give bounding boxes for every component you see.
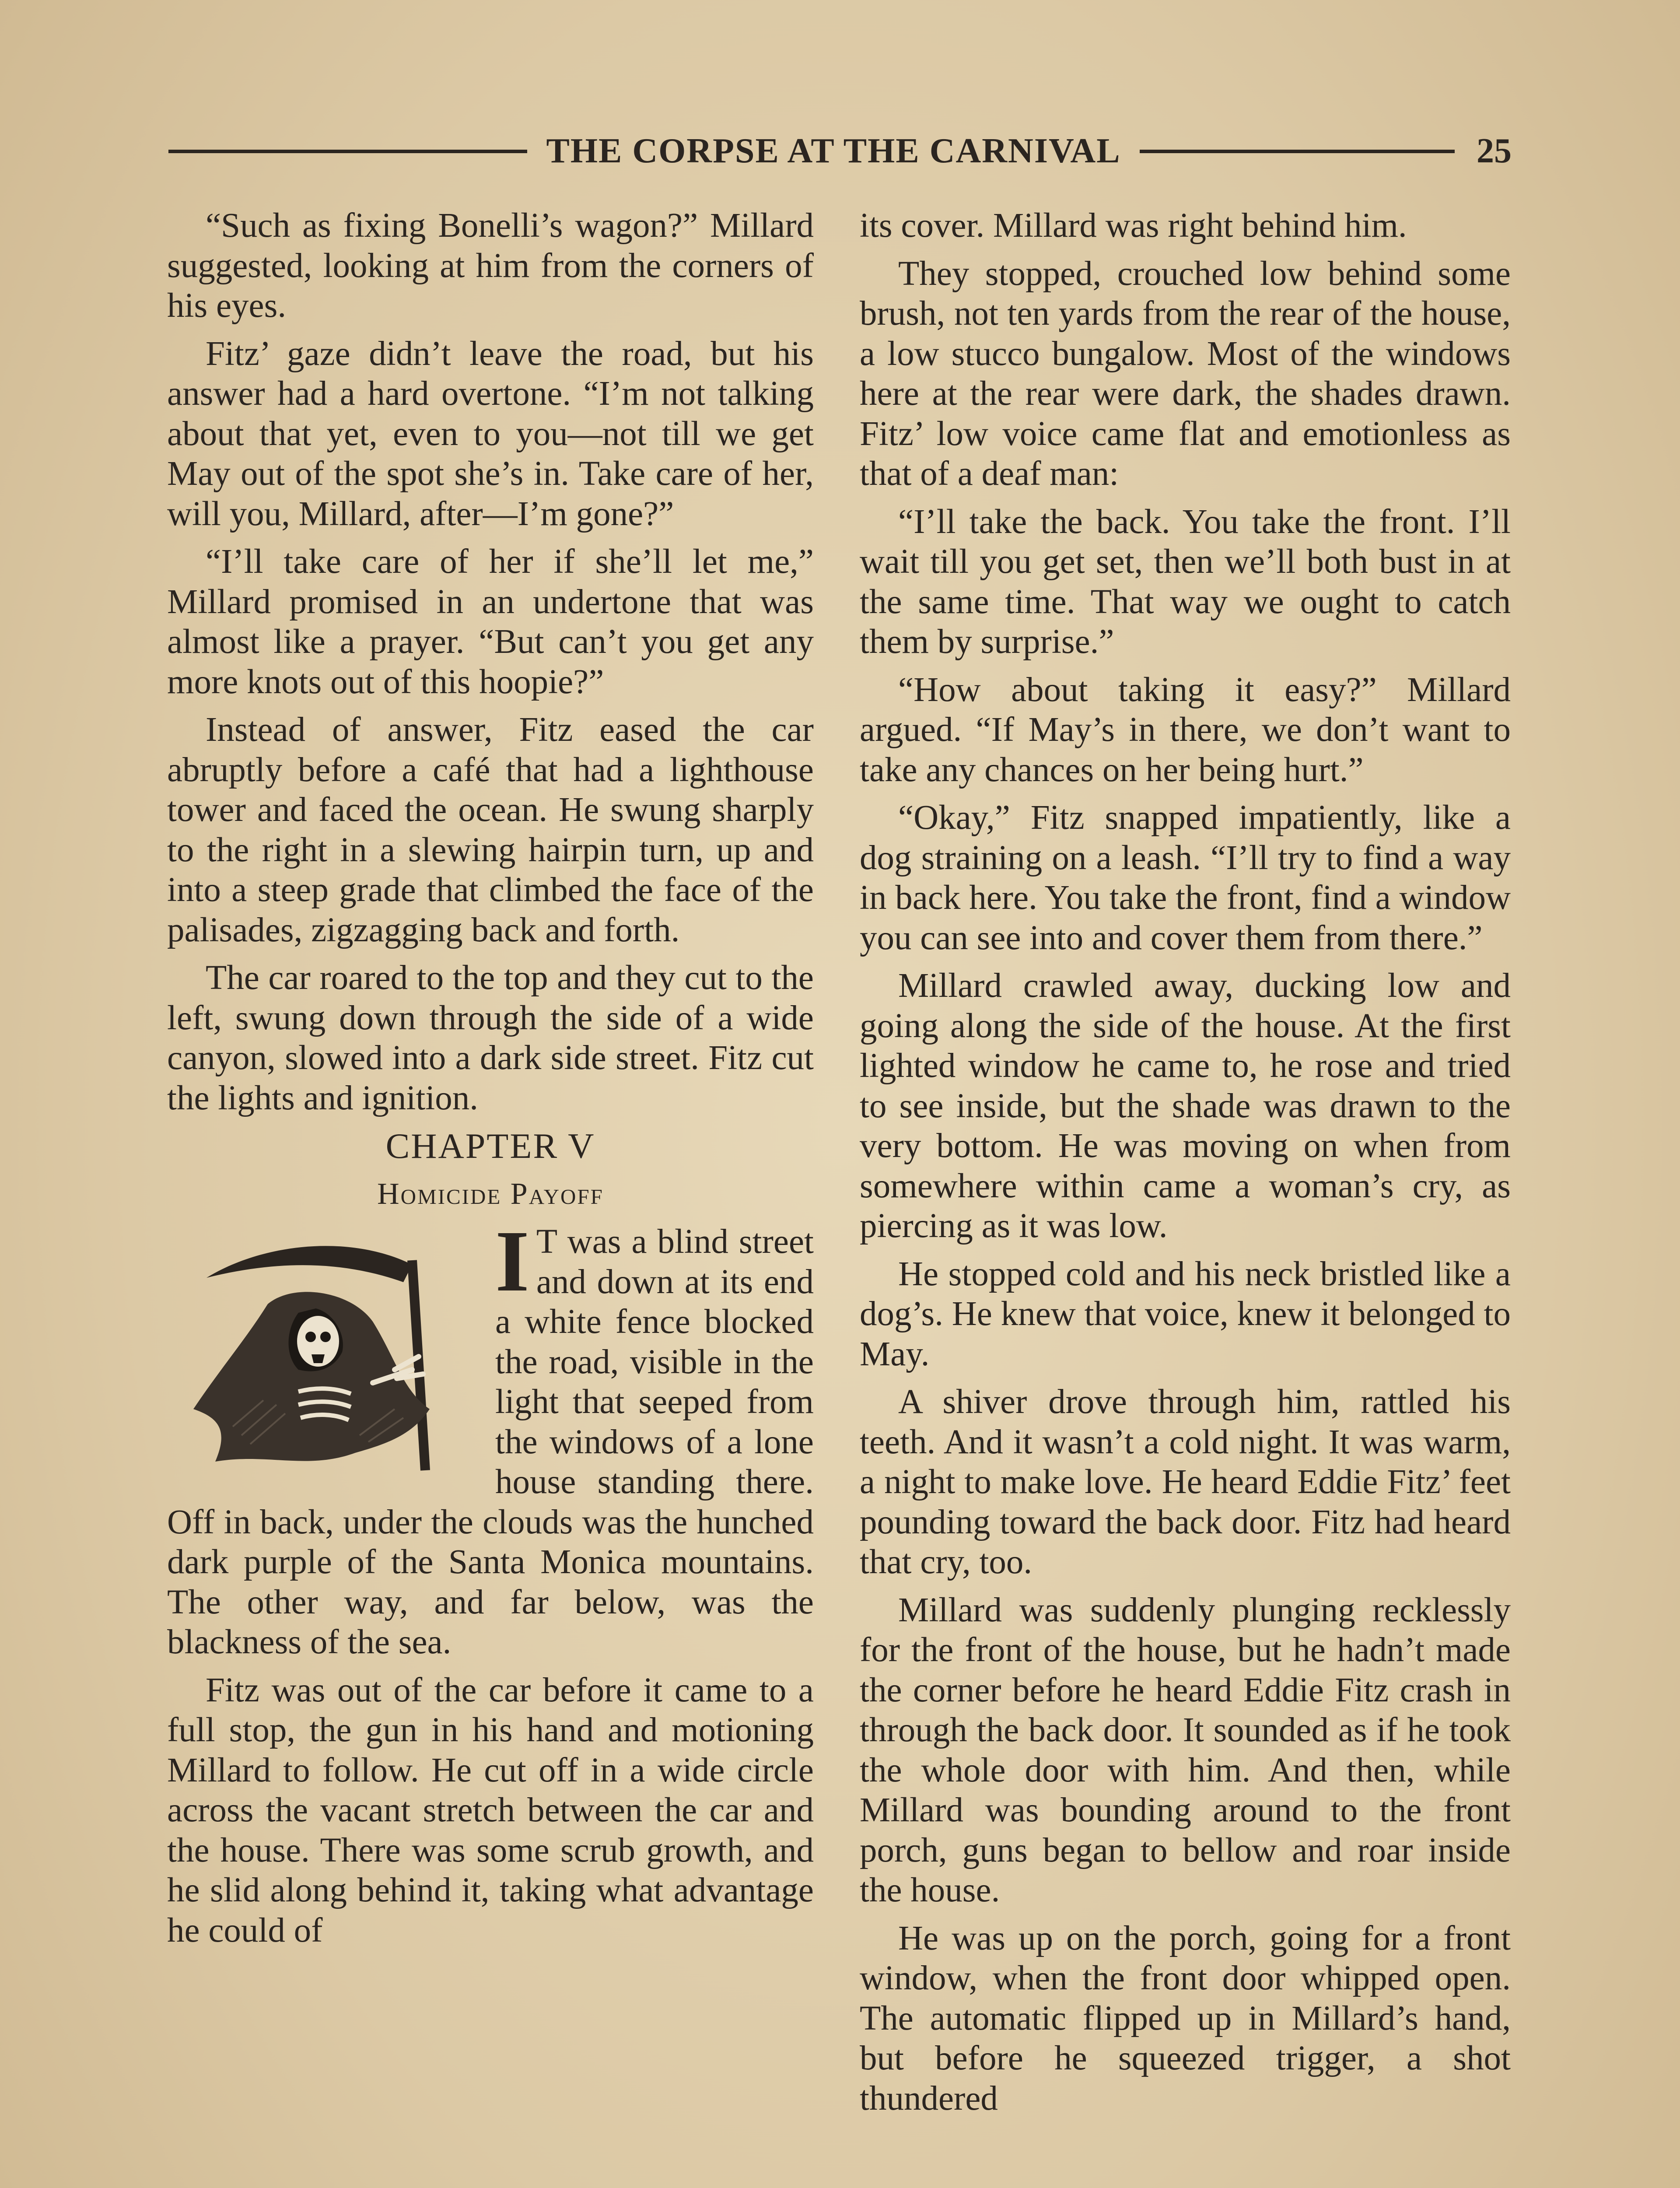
chapter-subtitle: Homicide Payoff — [377, 1177, 604, 1211]
paragraph: A shiver drove through him, rattled his teeth. And it wasn’t a cold night. It was warm, a night to make love. He heard Eddie Fitz’ feet pounding toward the back door. Fitz had heard that cry, too. — [860, 1383, 1511, 1581]
paragraph: “Such as fixing Bonelli’s wagon?” Millard suggested, looking at him from the corners of his eyes. — [167, 207, 814, 325]
paragraph: Millard was suddenly plunging recklessly for the front of the house, but he hadn’t made the corner before he heard Eddie Fitz crash in through the back door. It sounded as if he took the whole door with him. And then, while Millard was bounding around to the front porch, guns began to bellow and roar inside the house. — [860, 1591, 1511, 1909]
header-rule-right — [1140, 150, 1455, 153]
running-title: THE CORPSE AT THE CARNIVAL — [546, 132, 1121, 170]
paragraph: Fitz was out of the car before it came to a full stop, the gun in his hand and motioning Millard to follow. He cut off in a wide circle across the vacant stretch between the car and the house. There was some scrub growth, and he slid along behind it, taking what advantage he could of — [167, 1671, 814, 1950]
paragraph: “How about taking it easy?” Millard argued. “If May’s in there, we don’t want to take any chances on her being hurt.” — [860, 670, 1511, 789]
paragraph: “I’ll take the back. You take the front. I’ll wait till you get set, then we’ll both bust in at the same time. That way we ought to catch them by surprise.” — [860, 502, 1511, 661]
paragraph: They stopped, crouched low behind some brush, not ten yards from the rear of the house, a low stucco bungalow. Most of the windows here at the rear were dark, the shades drawn. Fitz’ low voice came flat and emotionless as that of a deaf man: — [860, 254, 1511, 493]
paragraph: He was up on the porch, going for a front window, when the front door whipped open. The automatic flipped up in Millard’s hand, but before he squeezed trigger, a shot thundered — [860, 1919, 1511, 2118]
paragraph: Millard crawled away, ducking low and going along the side of the house. At the first lighted window he came to, he rose and tried to see inside, but the shade was drawn to the very bottom. He was moving on when from somewhere within came a woman’s cry, as piercing as it was low. — [860, 967, 1511, 1245]
paragraph: Fitz’ gaze didn’t leave the road, but his answer had a hard overtone. “I’m not talking about that yet, even to you—not till we get May out of the spot she’s in. Take care of her, will you, Millard, after—I’m gone?” — [167, 334, 814, 533]
right-column — [860, 206, 1511, 2126]
paragraph: “I’ll take care of her if she’ll let me,” Millard promised in an undertone that was almost like a prayer. “But can’t you get any more knots out of this hoopie?” — [167, 543, 814, 701]
paragraph: He stopped cold and his neck bristled like a dog’s. He knew that voice, knew it belonged to May. — [860, 1255, 1511, 1373]
page-number: 25 — [1477, 132, 1512, 170]
paragraph: “Okay,” Fitz snapped impatiently, like a dog straining on a leash. “I’ll try to find a way in back here. You take the front, find a window you can see into and cover them from there.” — [860, 799, 1511, 957]
paragraph: The car roared to the top and they cut to the left, swung down through the side of a wide canyon, slowed into a dark side street. Fitz cut the lights and ignition. — [167, 959, 814, 1117]
continued-paragraph: its cover. Millard was right behind him. — [860, 207, 1407, 245]
chapter-first-paragraph: T was a blind street and down at its end a white fence blocked the road, visible in the light that seeped from the windows of a lone house standing there. Off in back, under the clouds was the hunched dark purple of the Santa Monica mountains. The other way, and far below, was the blackness of the sea. — [167, 1223, 814, 1661]
grim-reaper-icon — [167, 1225, 482, 1497]
chapter-heading: CHAPTER V — [385, 1126, 595, 1166]
chapter-opening — [167, 1213, 814, 1662]
drop-cap: I — [495, 1213, 529, 1310]
paragraph: Instead of answer, Fitz eased the car abruptly before a café that had a lighthouse tower and faced the ocean. He swung sharply to the right in a slewing hairpin turn, up and into a steep grade that climbed the face of the palisades, zigzagging back and forth. — [167, 711, 814, 949]
left-column — [167, 206, 814, 1958]
running-header — [168, 127, 1512, 175]
header-rule-left — [168, 150, 527, 153]
